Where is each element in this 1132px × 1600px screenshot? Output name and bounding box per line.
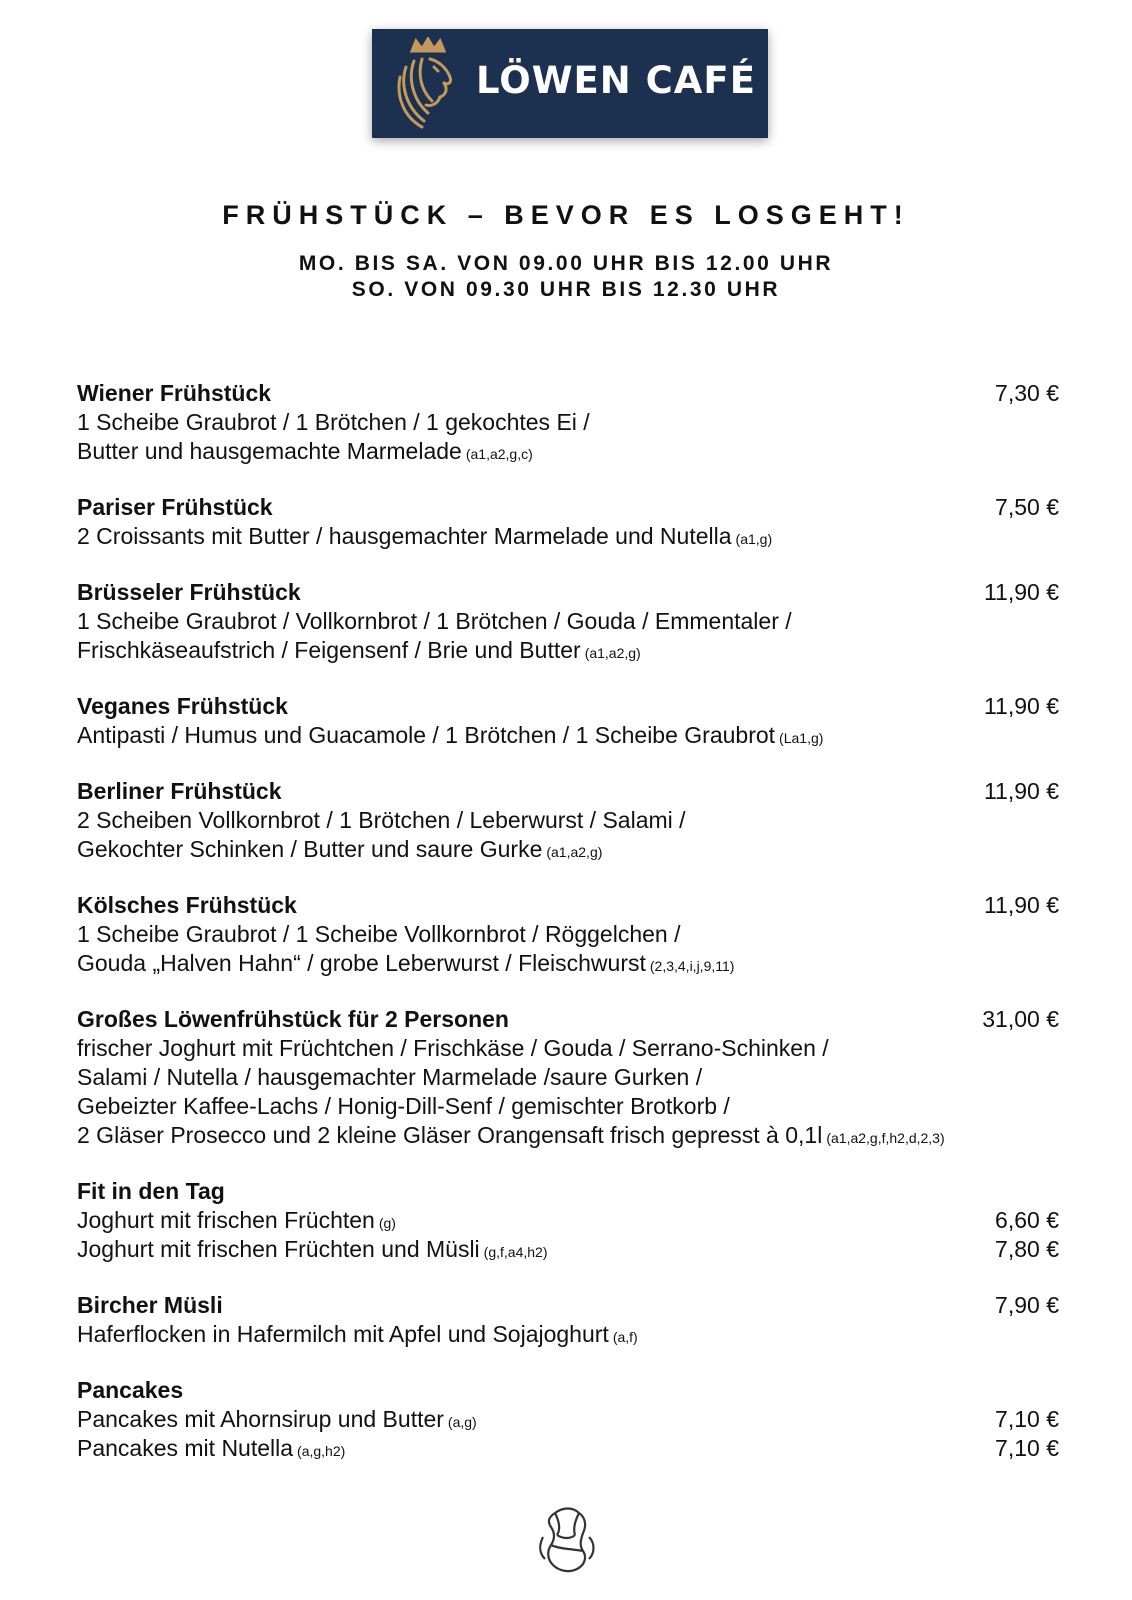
menu-item-name: Kölsches Frühstück <box>77 892 297 918</box>
description-text: Frischkäseaufstrich / Feigensenf / Brie und Butter <box>77 637 581 663</box>
menu-item-header <box>77 1376 1059 1405</box>
opening-hours-sunday: SO. VON 09.30 UHR BIS 12.30 UHR <box>351 278 781 301</box>
allergen-code: (2,3,4,i,j,9,11) <box>649 958 735 974</box>
menu-item-price: 11,90 € <box>983 693 1059 719</box>
menu-item-description <box>77 1034 1059 1150</box>
menu-item-description <box>77 607 1059 665</box>
description-text: Salami / Nutella / hausgemachter Marmelade /saure Gurken / <box>77 1064 703 1090</box>
menu-item <box>77 493 1059 551</box>
description-line <box>77 522 1059 551</box>
description-text: frischer Joghurt mit Früchtchen / Frischkäse / Gouda / Serrano-Schinken / <box>77 1035 829 1061</box>
menu-item-price: 31,00 € <box>982 1006 1059 1032</box>
croissant-icon <box>533 1505 599 1575</box>
description-text: Joghurt mit frischen Früchten und Müsli <box>77 1236 480 1262</box>
description-line <box>77 1063 1059 1092</box>
menu-item-price: 7,30 € <box>995 380 1059 406</box>
allergen-code: (a1,g) <box>735 531 773 547</box>
description-line <box>77 949 1059 978</box>
menu-list <box>77 379 1059 1490</box>
menu-item-header <box>77 891 1059 920</box>
description-line <box>77 1206 1059 1235</box>
menu-item-price: 11,90 € <box>983 892 1059 918</box>
description-line <box>77 721 1059 750</box>
description-line <box>77 1405 1059 1434</box>
menu-item <box>77 1005 1059 1150</box>
menu-item-name: Veganes Frühstück <box>77 693 288 719</box>
menu-item-description <box>77 1206 1059 1264</box>
menu-item-name: Pariser Frühstück <box>77 494 273 520</box>
description-line <box>77 1034 1059 1063</box>
menu-item-header <box>77 493 1059 522</box>
allergen-code: (a,g) <box>447 1414 477 1430</box>
menu-item-name: Fit in den Tag <box>77 1178 225 1204</box>
allergen-code: (a1,a2,g) <box>584 645 641 661</box>
description-line <box>77 437 1059 466</box>
allergen-code: (a1,a2,g,c) <box>465 446 533 462</box>
page-title: FRÜHSTÜCK – BEVOR ES LOSGEHT! <box>222 200 910 230</box>
menu-item-price: 7,90 € <box>995 1292 1059 1318</box>
description-line <box>77 806 1059 835</box>
variant-price: 7,10 € <box>995 1406 1059 1432</box>
description-line <box>77 1434 1059 1463</box>
description-line <box>77 636 1059 665</box>
menu-item-header <box>77 777 1059 806</box>
description-text: Gebeizter Kaffee-Lachs / Honig-Dill-Senf / gemischter Brotkorb / <box>77 1093 730 1119</box>
description-text: Haferflocken in Hafermilch mit Apfel und Sojajoghurt <box>77 1321 609 1347</box>
menu-item <box>77 891 1059 978</box>
description-line <box>77 920 1059 949</box>
menu-item-name: Bircher Müsli <box>77 1292 223 1318</box>
variant-price: 7,80 € <box>995 1236 1059 1262</box>
menu-item-price: 7,50 € <box>995 494 1059 520</box>
allergen-code: (a,g,h2) <box>297 1443 346 1459</box>
description-line <box>77 1092 1059 1121</box>
description-line <box>77 1235 1059 1264</box>
description-text: 2 Croissants mit Butter / hausgemachter Marmelade und Nutella <box>77 523 732 549</box>
allergen-code: (La1,g) <box>779 730 824 746</box>
allergen-code: (a,f) <box>612 1329 638 1345</box>
lion-head-icon <box>386 37 466 131</box>
description-line <box>77 835 1059 864</box>
menu-item-name: Brüsseler Frühstück <box>77 579 301 605</box>
logo-banner <box>372 29 768 138</box>
menu-item <box>77 777 1059 864</box>
menu-item <box>77 1291 1059 1349</box>
description-line <box>77 607 1059 636</box>
variant-price: 6,60 € <box>995 1207 1059 1233</box>
menu-item-header <box>77 692 1059 721</box>
brand-name: LÖWEN CAFÉ <box>476 59 756 102</box>
opening-hours-weekdays: MO. BIS SA. VON 09.00 UHR BIS 12.00 UHR <box>298 252 834 275</box>
description-text: Joghurt mit frischen Früchten <box>77 1207 375 1233</box>
menu-item-description <box>77 920 1059 978</box>
description-text: Pancakes mit Ahornsirup und Butter <box>77 1406 444 1432</box>
description-line <box>77 1320 1059 1349</box>
menu-item-header <box>77 1005 1059 1034</box>
description-text: 1 Scheibe Graubrot / 1 Scheibe Vollkornbrot / Röggelchen / <box>77 921 681 947</box>
description-line <box>77 408 1059 437</box>
menu-item-description <box>77 522 1059 551</box>
menu-item <box>77 692 1059 750</box>
menu-item-description <box>77 1405 1059 1463</box>
description-text: Butter und hausgemachte Marmelade <box>77 438 462 464</box>
menu-item <box>77 379 1059 466</box>
variant-price: 7,10 € <box>995 1435 1059 1461</box>
menu-item-description <box>77 806 1059 864</box>
menu-item-price: 11,90 € <box>983 579 1059 605</box>
menu-item-name: Pancakes <box>77 1377 184 1403</box>
menu-item <box>77 578 1059 665</box>
menu-item-name: Wiener Frühstück <box>77 380 272 406</box>
description-text: Gouda „Halven Hahn“ / grobe Leberwurst / Fleischwurst <box>77 950 646 976</box>
menu-item-header <box>77 578 1059 607</box>
menu-item-name: Berliner Frühstück <box>77 778 282 804</box>
menu-item-description <box>77 721 1059 750</box>
allergen-code: (g,f,a4,h2) <box>483 1244 548 1260</box>
menu-item-header <box>77 379 1059 408</box>
description-text: Gekochter Schinken / Butter und saure Gurke <box>77 836 543 862</box>
menu-item-header <box>77 1177 1059 1206</box>
menu-item-description <box>77 408 1059 466</box>
menu-item-name: Großes Löwenfrühstück für 2 Personen <box>77 1006 509 1032</box>
description-text: Pancakes mit Nutella <box>77 1435 294 1461</box>
menu-item-price: 11,90 € <box>983 778 1059 804</box>
menu-item <box>77 1177 1059 1264</box>
description-text: 1 Scheibe Graubrot / 1 Brötchen / 1 gekochtes Ei / <box>77 409 590 435</box>
description-line <box>77 1121 1059 1150</box>
allergen-code: (a1,a2,g,f,h2,d,2,3) <box>826 1130 945 1146</box>
menu-item-description <box>77 1320 1059 1349</box>
menu-item <box>77 1376 1059 1463</box>
description-text: 1 Scheibe Graubrot / Vollkornbrot / 1 Brötchen / Gouda / Emmentaler / <box>77 608 792 634</box>
description-text: Antipasti / Humus und Guacamole / 1 Brötchen / 1 Scheibe Graubrot <box>77 722 776 748</box>
description-text: 2 Scheiben Vollkornbrot / 1 Brötchen / Leberwurst / Salami / <box>77 807 686 833</box>
allergen-code: (g) <box>378 1215 396 1231</box>
description-text: 2 Gläser Prosecco und 2 kleine Gläser Orangensaft frisch gepresst à 0,1l <box>77 1122 823 1148</box>
menu-item-header <box>77 1291 1059 1320</box>
allergen-code: (a1,a2,g) <box>546 844 603 860</box>
